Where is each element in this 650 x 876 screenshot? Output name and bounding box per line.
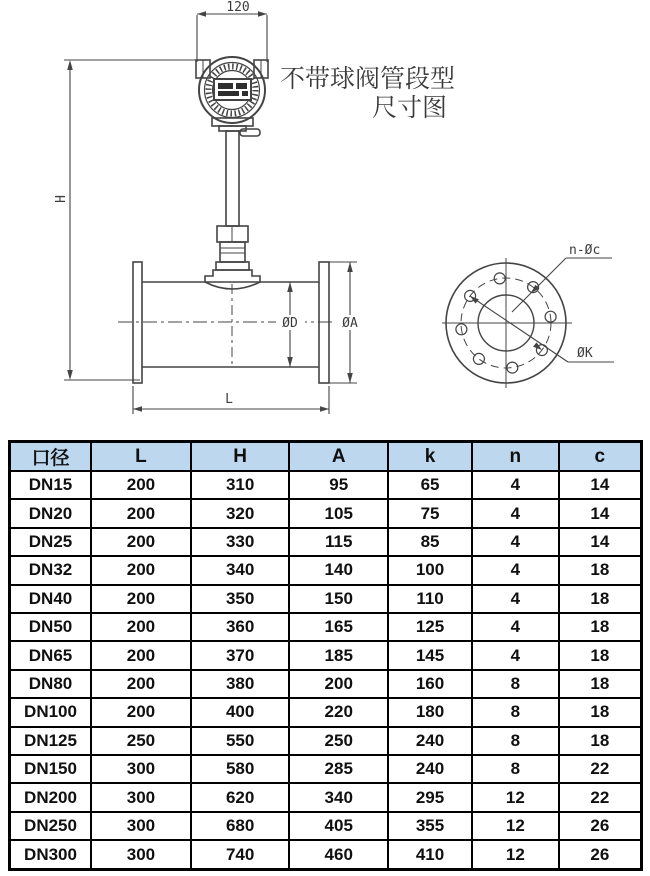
table-row [10, 812, 642, 840]
dn-size-cell: DN125 [10, 727, 92, 755]
dn-size-cell: DN150 [10, 755, 92, 783]
sensor-stem [205, 131, 260, 289]
dimension-value-cell: 200 [91, 499, 191, 527]
dimension-value-cell: 18 [559, 641, 642, 669]
dimension-value-cell: 250 [91, 727, 191, 755]
dimension-value-cell: 200 [91, 670, 191, 698]
dimension-value-cell: 340 [191, 556, 290, 584]
dimension-value-cell: 180 [388, 698, 472, 726]
dimension-value-cell: 12 [472, 840, 559, 869]
cable-gland [240, 129, 260, 136]
lcd-display [214, 79, 251, 100]
dim-120 [197, 11, 267, 62]
transmitter-head [196, 57, 268, 136]
column-header: H [191, 442, 290, 472]
dim-label-120: 120 [226, 0, 250, 15]
dimension-value-cell: 105 [289, 499, 388, 527]
dimension-value-cell: 400 [191, 698, 290, 726]
dimension-value-cell: 405 [289, 812, 388, 840]
column-header: L [91, 442, 191, 472]
table-row [10, 556, 642, 584]
dimension-value-cell: 185 [289, 641, 388, 669]
column-header: 口径 [10, 442, 92, 472]
dimension-value-cell: 8 [472, 670, 559, 698]
dimension-value-cell: 8 [472, 698, 559, 726]
dimension-value-cell: 460 [289, 840, 388, 869]
dimension-value-cell: 300 [91, 812, 191, 840]
dimension-value-cell: 355 [388, 812, 472, 840]
dimension-value-cell: 200 [91, 471, 191, 499]
dimension-value-cell: 200 [91, 613, 191, 641]
dn-size-cell: DN200 [10, 783, 92, 811]
table-row [10, 840, 642, 869]
dn-size-cell: DN80 [10, 670, 92, 698]
dimension-value-cell: 14 [559, 528, 642, 556]
table-header-row [10, 442, 642, 472]
dimension-value-cell: 360 [191, 613, 290, 641]
dimension-value-cell: 4 [472, 585, 559, 613]
column-header: k [388, 442, 472, 472]
table-row [10, 670, 642, 698]
dimension-value-cell: 4 [472, 528, 559, 556]
dimension-value-cell: 145 [388, 641, 472, 669]
table-row [10, 613, 642, 641]
drawing-title-line1: 不带球阀管段型 [279, 64, 455, 93]
dimension-value-cell: 75 [388, 499, 472, 527]
dimension-value-cell: 200 [91, 641, 191, 669]
dn-size-cell: DN250 [10, 812, 92, 840]
dn-size-cell: DN100 [10, 698, 92, 726]
dn-size-cell: DN40 [10, 585, 92, 613]
dimension-value-cell: 370 [191, 641, 290, 669]
dimension-value-cell: 300 [91, 840, 191, 869]
dim-label-K: ØK [577, 346, 593, 361]
dimension-value-cell: 285 [289, 755, 388, 783]
dimension-value-cell: 4 [472, 471, 559, 499]
dimension-value-cell: 200 [289, 670, 388, 698]
dimension-value-cell: 740 [191, 840, 290, 869]
dimension-value-cell: 65 [388, 471, 472, 499]
table-row [10, 585, 642, 613]
drawing-title-line2: 尺寸图 [371, 93, 447, 122]
dimension-value-cell: 340 [289, 783, 388, 811]
dimension-value-cell: 14 [559, 471, 642, 499]
dn-size-cell: DN300 [10, 840, 92, 869]
dimension-value-cell: 12 [472, 783, 559, 811]
dimension-value-cell: 22 [559, 755, 642, 783]
dimension-value-cell: 22 [559, 783, 642, 811]
dn-size-cell: DN65 [10, 641, 92, 669]
dimension-value-cell: 330 [191, 528, 290, 556]
dimension-value-cell: 550 [191, 727, 290, 755]
dimension-value-cell: 18 [559, 585, 642, 613]
dimension-value-cell: 200 [91, 585, 191, 613]
dimension-table [8, 440, 643, 871]
dn-size-cell: DN25 [10, 528, 92, 556]
column-header: c [559, 442, 642, 472]
dimension-value-cell: 580 [191, 755, 290, 783]
dimension-value-cell: 115 [289, 528, 388, 556]
dimension-value-cell: 18 [559, 613, 642, 641]
dimension-value-cell: 4 [472, 641, 559, 669]
table-row [10, 528, 642, 556]
table-row [10, 499, 642, 527]
dimension-value-cell: 110 [388, 585, 472, 613]
dimension-value-cell: 380 [191, 670, 290, 698]
table-row [10, 755, 642, 783]
table-row [10, 698, 642, 726]
dim-label-D: ØD [282, 316, 298, 331]
dimension-value-cell: 240 [388, 727, 472, 755]
dn-size-cell: DN15 [10, 471, 92, 499]
dimension-value-cell: 295 [388, 783, 472, 811]
dimension-value-cell: 320 [191, 499, 290, 527]
dn-size-cell: DN50 [10, 613, 92, 641]
pipe-body [118, 262, 356, 383]
table-row [10, 641, 642, 669]
dim-label-H: H [54, 195, 69, 203]
dimension-value-cell: 240 [388, 755, 472, 783]
dimension-value-cell: 4 [472, 556, 559, 584]
dimension-table-container [8, 440, 643, 871]
column-header: n [472, 442, 559, 472]
spec-table-body [10, 471, 642, 870]
dimension-value-cell: 18 [559, 727, 642, 755]
dim-label-n-c: n-Øc [569, 243, 601, 258]
dimension-value-cell: 18 [559, 556, 642, 584]
dimension-value-cell: 125 [388, 613, 472, 641]
dimension-value-cell: 14 [559, 499, 642, 527]
dimension-value-cell: 220 [289, 698, 388, 726]
dimension-value-cell: 100 [388, 556, 472, 584]
dn-size-cell: DN20 [10, 499, 92, 527]
dimension-value-cell: 300 [91, 783, 191, 811]
dimension-value-cell: 150 [289, 585, 388, 613]
dimension-value-cell: 85 [388, 528, 472, 556]
dimension-value-cell: 18 [559, 698, 642, 726]
dimension-value-cell: 26 [559, 812, 642, 840]
dim-H [64, 60, 196, 380]
dimension-value-cell: 160 [388, 670, 472, 698]
dimension-value-cell: 4 [472, 499, 559, 527]
dimension-value-cell: 250 [289, 727, 388, 755]
dimension-value-cell: 680 [191, 812, 290, 840]
dimension-value-cell: 18 [559, 670, 642, 698]
dn-size-cell: DN32 [10, 556, 92, 584]
dim-label-A: ØA [342, 316, 358, 331]
dimension-value-cell: 350 [191, 585, 290, 613]
dimension-value-cell: 310 [191, 471, 290, 499]
dimension-value-cell: 26 [559, 840, 642, 869]
dimension-value-cell: 300 [91, 755, 191, 783]
flange-front-view [442, 258, 614, 388]
table-row [10, 471, 642, 499]
dim-label-L: L [225, 392, 233, 407]
dimension-value-cell: 200 [91, 528, 191, 556]
column-header: A [289, 442, 388, 472]
flowmeter-dimension-drawing [0, 0, 650, 437]
dimension-value-cell: 8 [472, 727, 559, 755]
dimension-value-cell: 8 [472, 755, 559, 783]
table-row [10, 727, 642, 755]
dimension-value-cell: 140 [289, 556, 388, 584]
dimension-value-cell: 12 [472, 812, 559, 840]
dimension-value-cell: 95 [289, 471, 388, 499]
dimension-value-cell: 165 [289, 613, 388, 641]
dimension-value-cell: 200 [91, 698, 191, 726]
dimension-value-cell: 200 [91, 556, 191, 584]
table-row [10, 783, 642, 811]
dimension-value-cell: 620 [191, 783, 290, 811]
dimension-value-cell: 410 [388, 840, 472, 869]
dimension-value-cell: 4 [472, 613, 559, 641]
